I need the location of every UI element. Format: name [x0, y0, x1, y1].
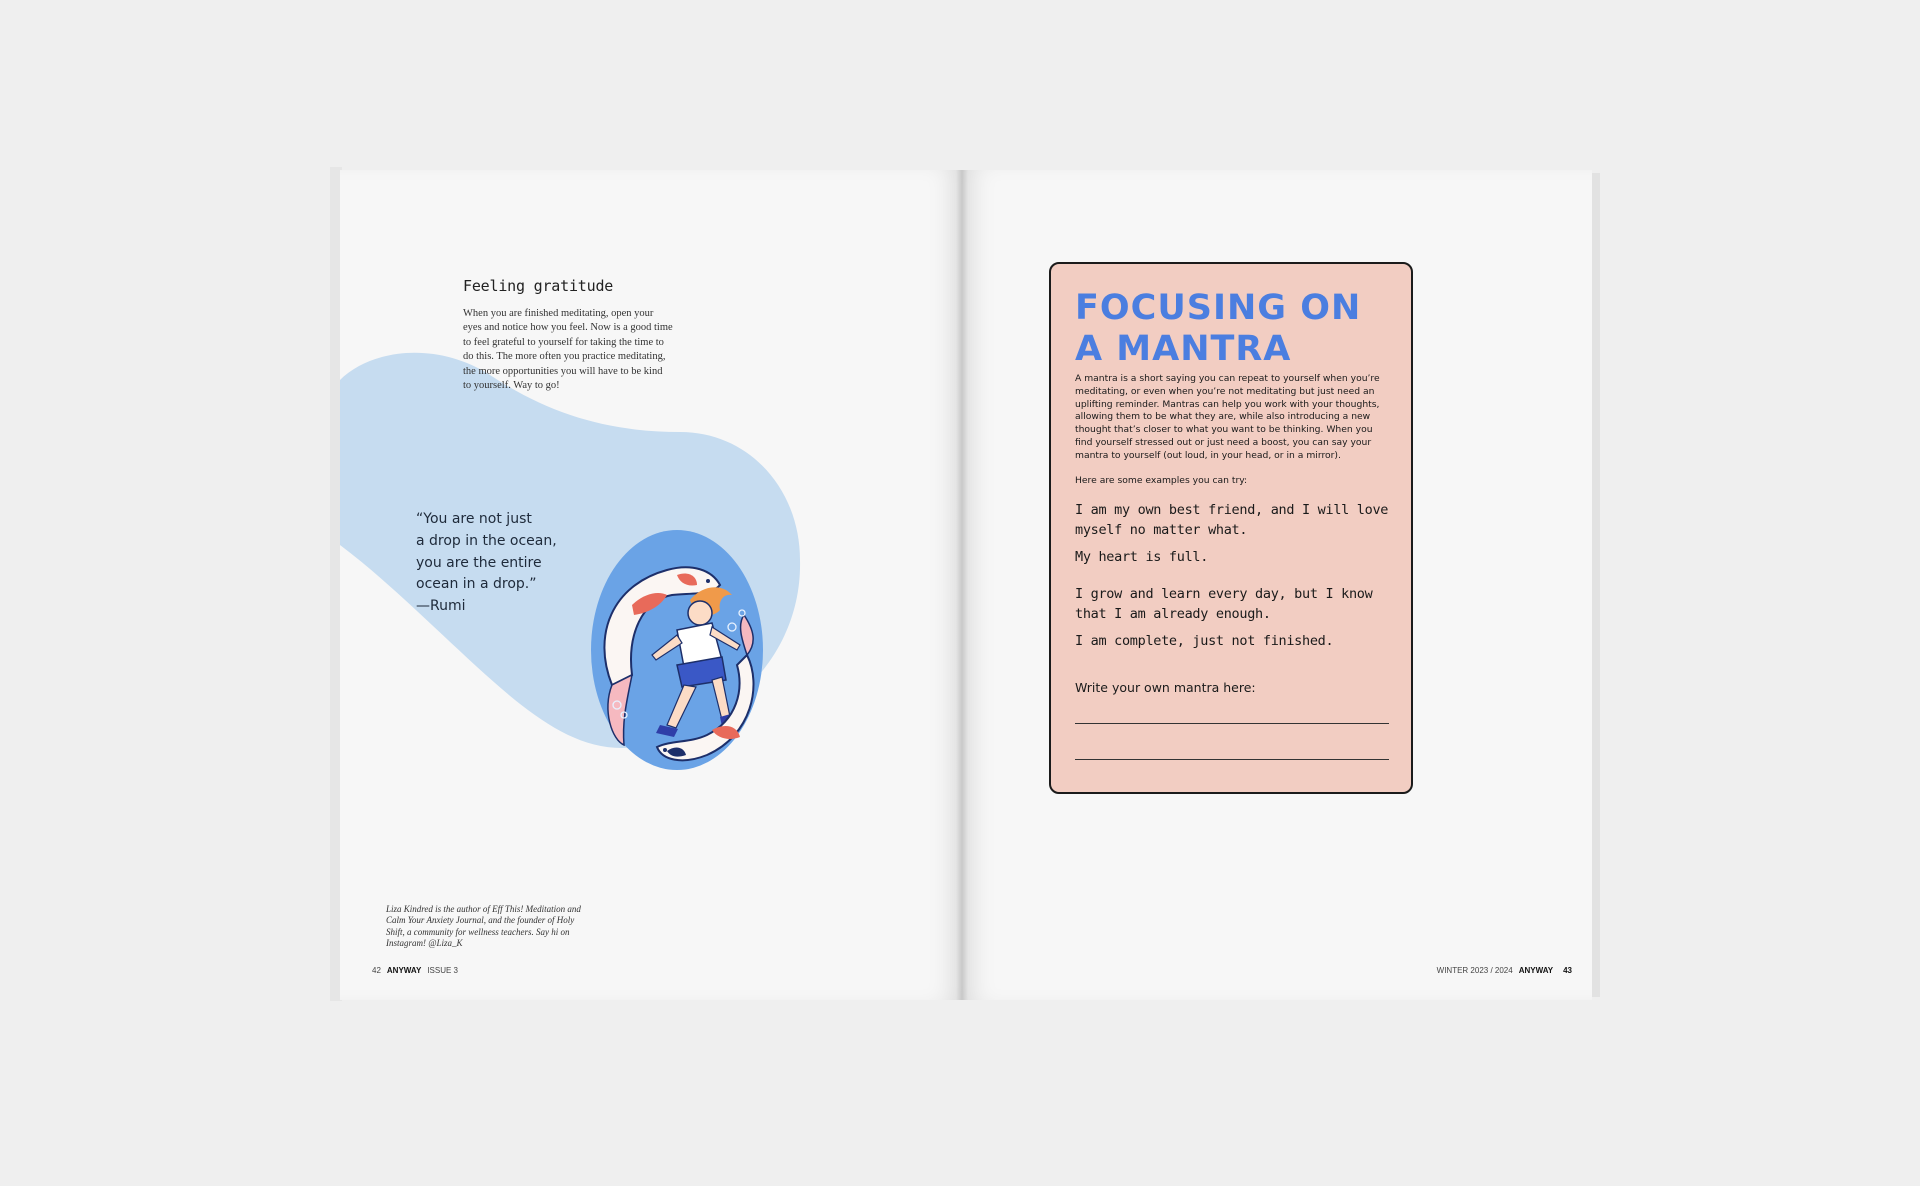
- write-line: [1075, 723, 1389, 724]
- right-page: [962, 170, 1592, 1000]
- quote-line: ocean in a drop.”: [416, 576, 537, 593]
- mantra-card: [1049, 262, 1413, 794]
- page-number: 42: [372, 966, 381, 975]
- season-label: WINTER 2023 / 2024: [1436, 966, 1513, 975]
- quote-attribution: —Rumi: [416, 598, 466, 615]
- examples-label: Here are some examples you can try:: [1075, 475, 1248, 486]
- card-intro: A mantra is a short saying you can repeat to yourself when you’re meditating, or even when you’re not meditating but just need an uplifting reminder. Mantras can help you work with your thoughts, allowing them to be what they are, while also introducing a new thought that’s closer to what you want to be thinking. When you find yourself stressed out or just need a boost, you can say your mantra to yourself (out loud, in your head, or in a mirror).: [1075, 373, 1380, 461]
- right-folio: [1437, 966, 1572, 975]
- mantra-example: I am my own best friend, and I will love myself no matter what.: [1075, 502, 1389, 538]
- author-note: Liza Kindred is the author of Eff This! Meditation and Calm Your Anxiety Journal, and the founder of Holy Shift, a community for wellness teachers. Say hi on Instagram! @Liza_K: [386, 904, 581, 949]
- page-number: 43: [1563, 966, 1572, 975]
- write-line: [1075, 759, 1389, 760]
- section-title: Feeling gratitude: [463, 277, 614, 295]
- magazine-name: ANYWAY: [1518, 966, 1554, 975]
- section-body: When you are finished meditating, open your eyes and notice how you feel. Now is a good time to feel grateful to yourself for taking the time to do this. The more often you practice meditating, the more opportunities you will have to be kind to yourself. Way to go!: [463, 308, 673, 392]
- card-title: FOCUSING ON A MANTRA: [1075, 288, 1362, 369]
- rumi-quote: [416, 509, 576, 618]
- quote-line: you are the entire: [416, 554, 542, 571]
- magazine-name: ANYWAY: [386, 966, 422, 975]
- mantra-example: I am complete, just not finished.: [1075, 633, 1334, 649]
- write-prompt: Write your own mantra here:: [1075, 680, 1256, 695]
- quote-line: “You are not just: [416, 511, 532, 527]
- mantra-example: I grow and learn every day, but I know that I am already enough.: [1075, 586, 1373, 622]
- left-folio: [372, 966, 464, 975]
- issue-label: ISSUE 3: [427, 966, 458, 975]
- koi-girl-illustration: [572, 515, 792, 780]
- left-page: [340, 170, 962, 1000]
- magazine-spread: [330, 165, 1600, 1005]
- quote-line: a drop in the ocean,: [416, 532, 557, 549]
- mantra-example: My heart is full.: [1075, 549, 1209, 565]
- gutter-shadow: [956, 170, 968, 1000]
